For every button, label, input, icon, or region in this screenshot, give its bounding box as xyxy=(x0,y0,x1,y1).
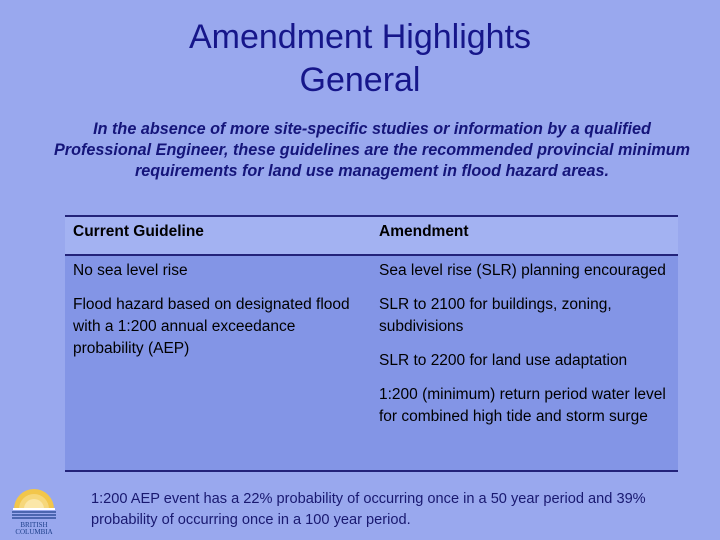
title-line-2: General xyxy=(299,61,421,99)
guideline-table xyxy=(65,215,678,472)
footnote: 1:200 AEP event has a 22% probability of occurring once in a 50 year period and 39% probability of occurring once in a 100 year period. xyxy=(91,491,646,528)
header-current-guideline: Current Guideline xyxy=(73,223,204,240)
slide-title xyxy=(0,16,720,102)
header-amendment: Amendment xyxy=(379,223,469,240)
amendment-item: 1:200 (minimum) return period water level for combined high tide and storm surge xyxy=(379,386,666,425)
table-header-rule xyxy=(65,254,678,256)
amendment-item: SLR to 2200 for land use adaptation xyxy=(379,352,628,369)
bc-logo xyxy=(6,484,62,534)
logo-line-2: COLUMBIA xyxy=(15,528,53,534)
title-line-1: Amendment Highlights xyxy=(188,18,532,56)
intro-text: In the absence of more site-specific studies or information by a qualified Professional Engineer, these guidelines are the recommended provincial minimum requirements for land use management in flood hazard areas. xyxy=(54,120,690,180)
table-top-rule xyxy=(65,215,678,217)
amendment-cell xyxy=(379,260,669,440)
sun-icon xyxy=(12,489,56,518)
logo-line-1: BRITISH xyxy=(20,521,48,529)
current-guideline-item: Flood hazard based on designated flood with a 1:200 annual exceedance probability (AEP) xyxy=(73,296,350,357)
current-guideline-item: No sea level rise xyxy=(73,262,188,279)
current-guideline-cell xyxy=(73,260,363,372)
amendment-item: SLR to 2100 for buildings, zoning, subdivisions xyxy=(379,296,612,335)
amendment-item: Sea level rise (SLR) planning encouraged xyxy=(379,262,666,279)
table-bottom-rule xyxy=(65,470,678,472)
